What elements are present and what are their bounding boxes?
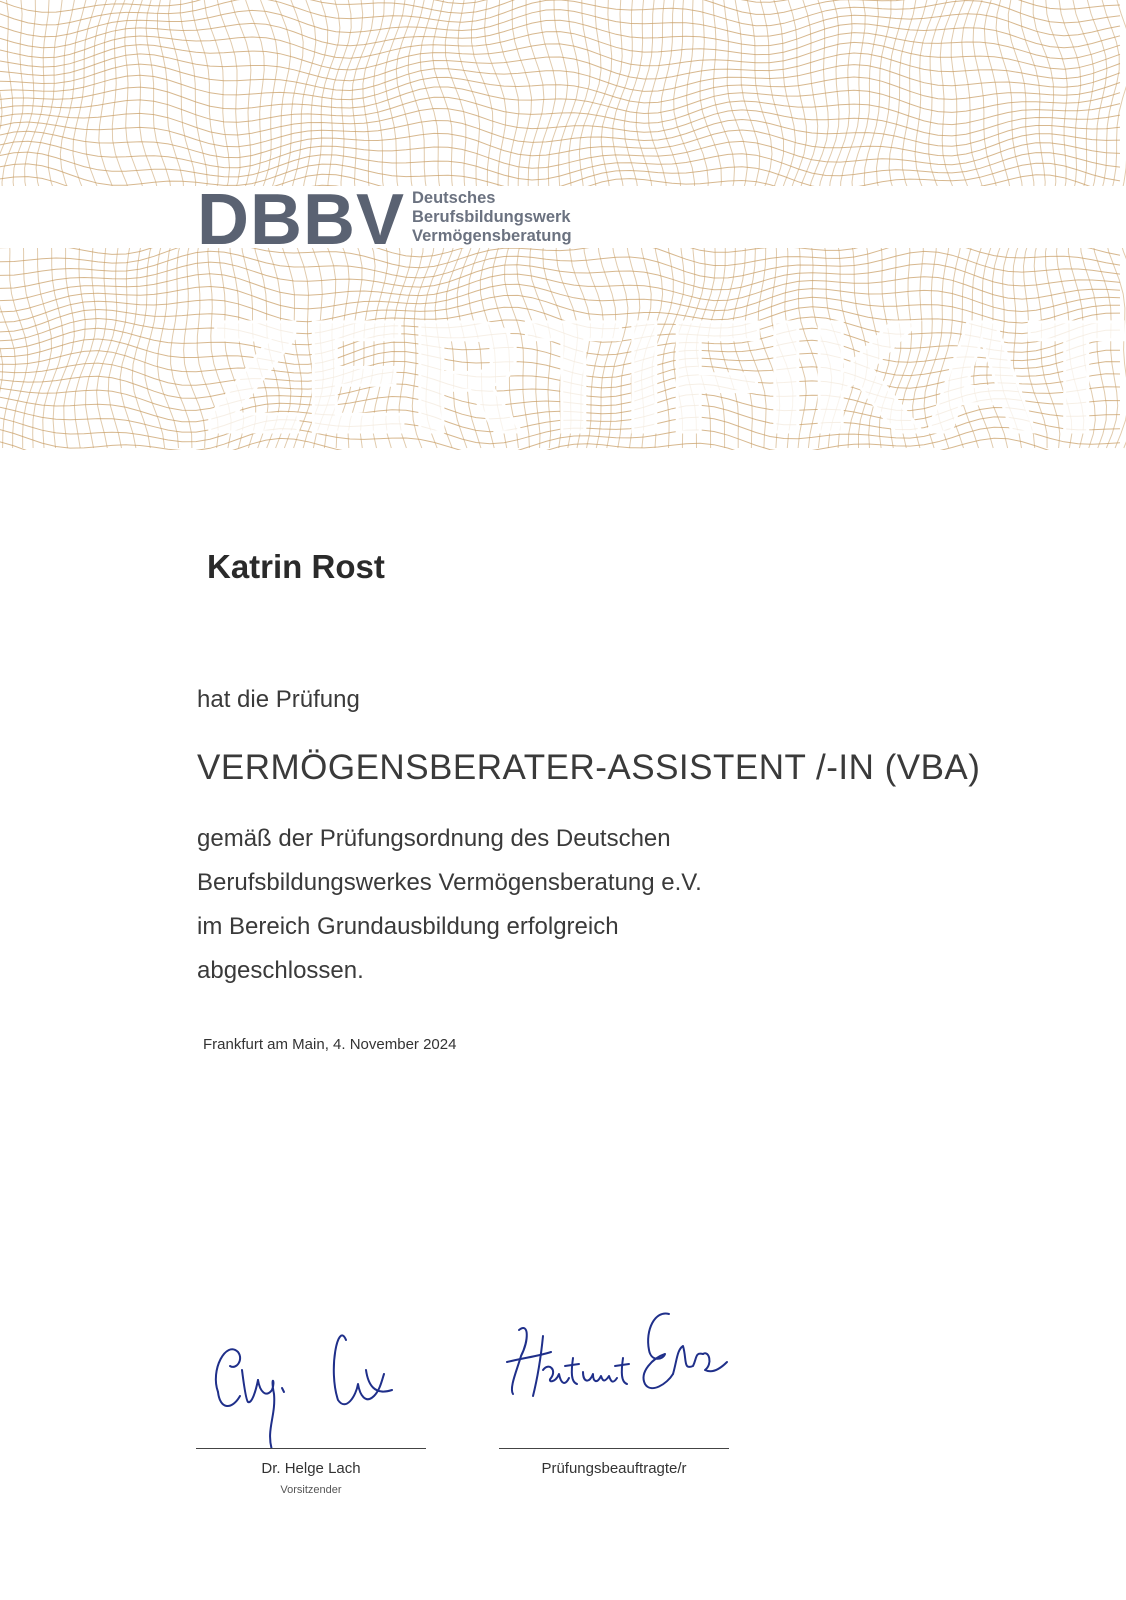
- logo-line-1: Deutsches: [412, 189, 496, 207]
- logo-line-3: Vermögensberatung: [412, 227, 572, 245]
- recipient-name: Katrin Rost: [207, 548, 385, 585]
- body-line: gemäß der Prüfungsordnung des Deutschen: [197, 825, 671, 852]
- signature-line: [196, 1448, 426, 1449]
- signature-block-chair: [196, 1300, 426, 1520]
- signatory-role: Vorsitzender: [280, 1484, 342, 1496]
- certificate-title-text: ZERTIFIKAT: [205, 287, 1125, 450]
- logo-mark: DBBV: [197, 180, 406, 260]
- place-date: Frankfurt am Main, 4. November 2024: [203, 1036, 457, 1053]
- logo-line-2: Berufsbildungswerk: [412, 208, 571, 226]
- certificate-body: [197, 817, 702, 993]
- signature-block-examiner: [499, 1300, 729, 1520]
- signature-line: [499, 1448, 729, 1449]
- qualification-title: VERMÖGENSBERATER-ASSISTENT /-IN (VBA): [197, 748, 981, 787]
- intro-text: hat die Prüfung: [197, 686, 360, 713]
- signature-chair: [196, 1300, 426, 1448]
- body-line: abgeschlossen.: [197, 957, 364, 984]
- body-line: Berufsbildungswerkes Vermögensberatung e.V.: [197, 869, 702, 896]
- signatory-name: Dr. Helge Lach: [261, 1460, 361, 1477]
- logo-wordmark: [412, 189, 572, 246]
- signature-examiner: [499, 1300, 729, 1448]
- signatory-title: Prüfungsbeauftragte/r: [541, 1460, 687, 1477]
- body-line: im Bereich Grundausbildung erfolgreich: [197, 913, 619, 940]
